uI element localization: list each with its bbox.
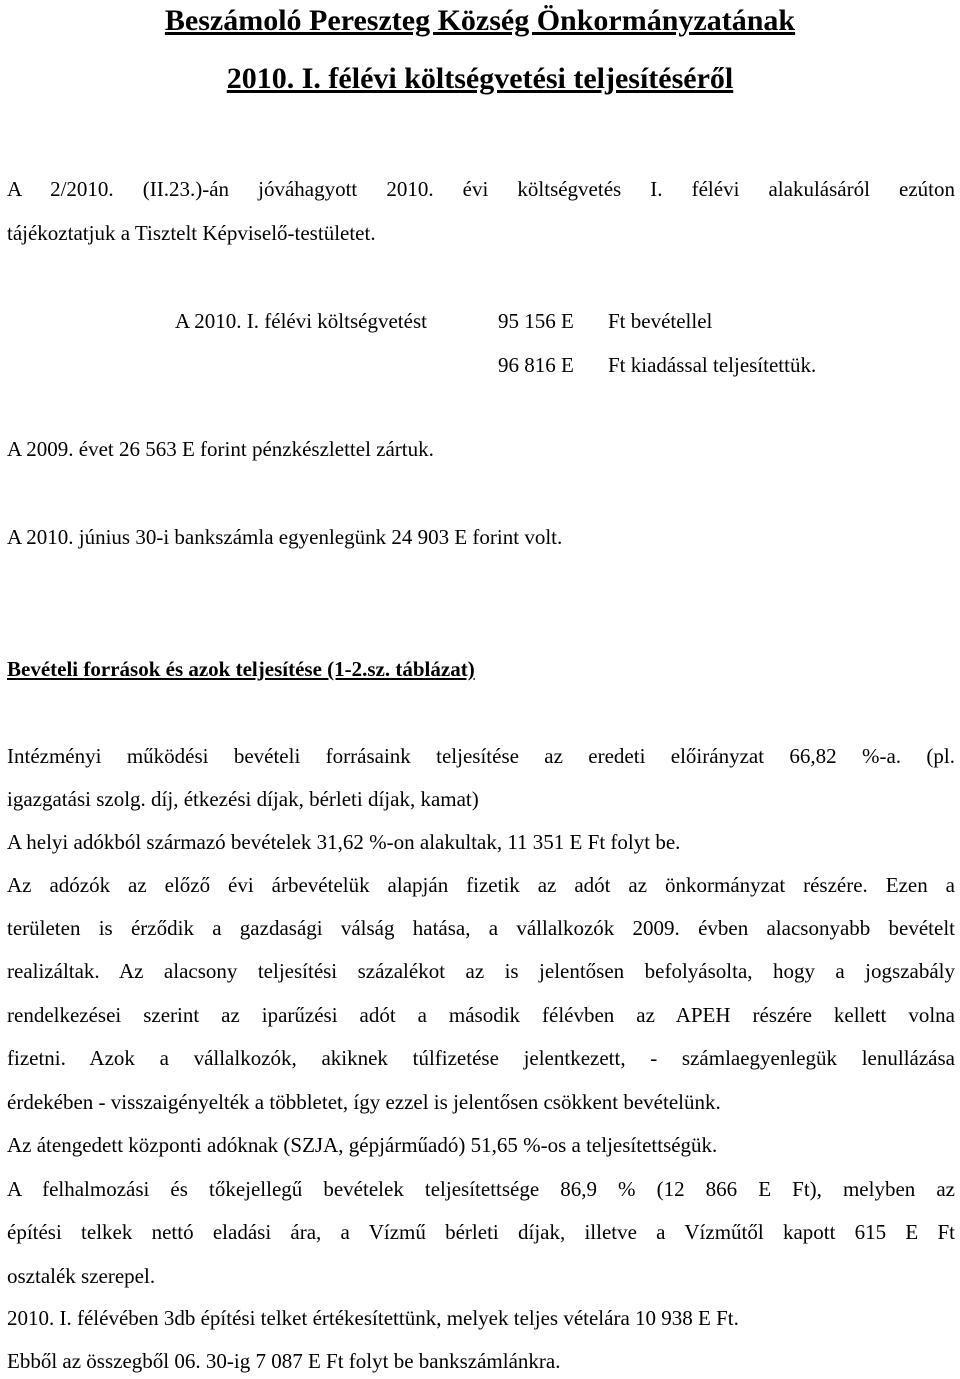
paragraph-line-6: realizáltak. Az alacsony teljesítési százalékot az is jelentősen befolyásolta, hogy a jogszabály (7, 959, 955, 983)
paragraph-line-11: A felhalmozási és tőkejellegű bevételek teljesítettsége 86,9 % (12 866 E Ft), melyben az (7, 1177, 955, 1201)
paragraph-line-3: A helyi adókból származó bevételek 31,62 %-on alakultak, 11 351 E Ft folyt be. (7, 830, 681, 854)
section-heading: Bevételi források és azok teljesítése (1-2.sz. táblázat) (7, 657, 475, 681)
paragraph-line-13: osztalék szerepel. (7, 1264, 156, 1288)
paragraph-line-8: fizetni. Azok a vállalkozók, akiknek túlfizetése jelentkezett, - számlaegyenlegük lenullázása (7, 1046, 955, 1070)
paragraph-line-2: igazgatási szolg. díj, étkezési díjak, bérleti díjak, kamat) (7, 787, 479, 811)
paragraph-line-4: Az adózók az előző évi árbevételük alapján fizetik az adót az önkormányzat részére. Ezen a (7, 873, 955, 897)
document-title-line-1: Beszámoló Pereszteg Község Önkormányzatának (164, 4, 796, 37)
summary-expense-amount: 96 816 E (498, 353, 574, 377)
intro-line-1: A 2/2010. (II.23.)-án jóváhagyott 2010. évi költségvetés I. félévi alakulásáról ezúton (7, 177, 955, 201)
paragraph-line-12: építési telkek nettó eladási ára, a Vízmű bérleti díjak, illetve a Vízműtől kapott 615 E Ft (7, 1220, 955, 1244)
paragraph-line-15: Ebből az összegből 06. 30-ig 7 087 E Ft folyt be bankszámlánkra. (7, 1349, 561, 1373)
summary-income-amount: 95 156 E (498, 309, 574, 333)
paragraph-line-7: rendelkezései szerint az iparűzési adót a második félévben az APEH részére kellett volna (7, 1003, 955, 1027)
summary-label: A 2010. I. félévi költségvetést (175, 309, 427, 333)
closing-2009-text: A 2009. évet 26 563 E forint pénzkészlettel zártuk. (7, 437, 434, 461)
paragraph-line-9: érdekében - visszaigényelték a többletet, így ezzel is jelentősen csökkent bevételünk. (7, 1090, 721, 1114)
paragraph-line-5: területen is érződik a gazdasági válság hatása, a vállalkozók 2009. évben alacsonyabb bevételt (7, 916, 955, 940)
bank-balance-2010-text: A 2010. június 30-i bankszámla egyenlegünk 24 903 E forint volt. (7, 525, 563, 549)
summary-income-text: Ft bevétellel (608, 309, 713, 333)
paragraph-line-14: 2010. I. félévében 3db építési telket értékesítettünk, melyek teljes vételára 10 938 E Ft. (7, 1306, 739, 1330)
paragraph-line-1: Intézményi működési bevételi forrásaink teljesítése az eredeti előirányzat 66,82 %-a. (pl. (7, 744, 955, 768)
intro-line-2: tájékoztatjuk a Tisztelt Képviselő-testületet. (7, 221, 376, 245)
summary-expense-text: Ft kiadással teljesítettük. (608, 353, 817, 377)
paragraph-line-10: Az átengedett központi adóknak (SZJA, gépjárműadó) 51,65 %-os a teljesítettségük. (7, 1133, 718, 1157)
document-title-line-2: 2010. I. félévi költségvetési teljesítéséről (226, 62, 734, 95)
